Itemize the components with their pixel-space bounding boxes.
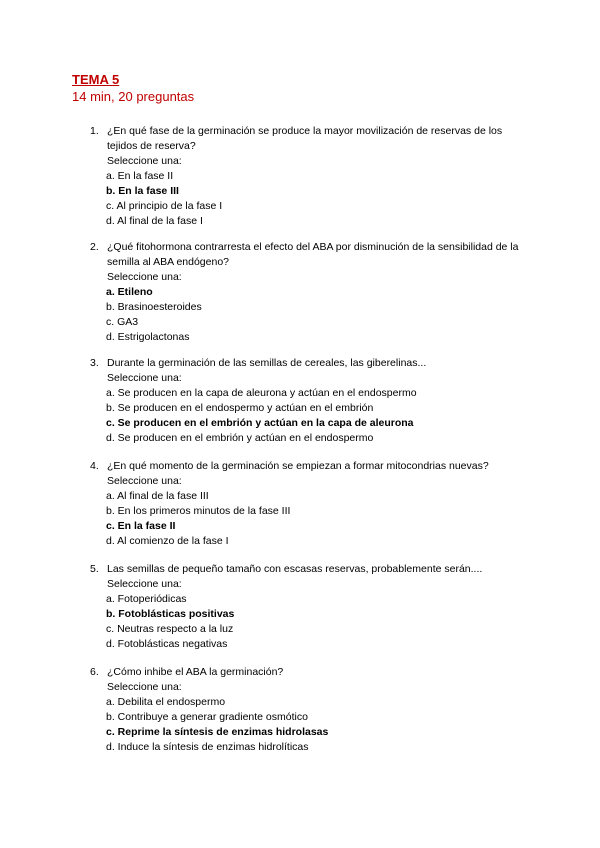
option-a: a. Debilita el endospermo (106, 696, 226, 708)
question-2 (90, 240, 530, 345)
option-b: b. Se producen en el endospermo y actúan en el embrión (106, 402, 374, 414)
option-c: c. Neutras respecto a la luz (106, 623, 234, 635)
question-prompt: Seleccione una: (107, 372, 182, 384)
question-prompt: Seleccione una: (107, 578, 182, 590)
option-d: d. Estrigolactonas (106, 331, 190, 343)
option-c-correct: c. Se producen en el embrión y actúan en la capa de aleurona (106, 417, 414, 429)
page-subtitle: 14 min, 20 preguntas (72, 89, 195, 104)
option-c: c. GA3 (106, 316, 139, 328)
option-d: d. Al final de la fase I (106, 215, 203, 227)
question-prompt: Seleccione una: (107, 271, 182, 283)
question-prompt: Seleccione una: (107, 681, 182, 693)
option-a: a. Al final de la fase III (106, 490, 209, 502)
question-number: 6. (90, 666, 99, 678)
page-title: TEMA 5 (72, 72, 120, 87)
option-a-correct: a. Etileno (106, 286, 153, 298)
question-4 (90, 459, 530, 549)
option-d: d. Al comienzo de la fase I (106, 535, 229, 547)
option-a: a. Fotoperiódicas (106, 593, 187, 605)
question-3 (90, 356, 530, 446)
question-1 (90, 124, 530, 229)
question-text: ¿En qué momento de la germinación se empiezan a formar mitocondrias nuevas? (107, 460, 489, 472)
question-text: Durante la germinación de las semillas de cereales, las giberelinas... (107, 357, 427, 369)
option-d: d. Fotoblásticas negativas (106, 638, 228, 650)
option-c: c. Al principio de la fase I (106, 200, 223, 212)
option-b: b. Contribuye a generar gradiente osmótico (106, 711, 308, 723)
question-prompt: Seleccione una: (107, 475, 182, 487)
option-c-correct: c. Reprime la síntesis de enzimas hidrolasas (106, 726, 329, 738)
option-a: a. En la fase II (106, 170, 174, 182)
question-text: ¿Cómo inhibe el ABA la germinación? (107, 666, 284, 678)
option-b: b. Brasinoesteroides (106, 301, 202, 313)
option-b: b. En los primeros minutos de la fase III (106, 505, 291, 517)
question-5 (90, 562, 530, 652)
question-text: ¿Qué fitohormona contrarresta el efecto del ABA por disminución de la sensibilidad de la semilla al ABA endógeno? (107, 241, 519, 268)
question-6 (90, 665, 530, 755)
question-number: 2. (90, 241, 99, 253)
question-prompt: Seleccione una: (107, 155, 182, 167)
option-d: d. Se producen en el embrión y actúan en el endospermo (106, 432, 374, 444)
option-b-correct: b. Fotoblásticas positivas (106, 608, 235, 620)
option-a: a. Se producen en la capa de aleurona y actúan en el endospermo (106, 387, 417, 399)
option-c-correct: c. En la fase II (106, 520, 176, 532)
option-d: d. Induce la síntesis de enzimas hidrolíticas (106, 741, 309, 753)
question-number: 1. (90, 125, 99, 137)
question-number: 4. (90, 460, 99, 472)
question-number: 3. (90, 357, 99, 369)
question-number: 5. (90, 563, 99, 575)
question-text: ¿En qué fase de la germinación se produce la mayor movilización de reservas de los tejidos de reserva? (107, 125, 503, 152)
question-text: Las semillas de pequeño tamaño con escasas reservas, probablemente serán.... (107, 563, 483, 575)
option-b-correct: b. En la fase III (106, 185, 179, 197)
